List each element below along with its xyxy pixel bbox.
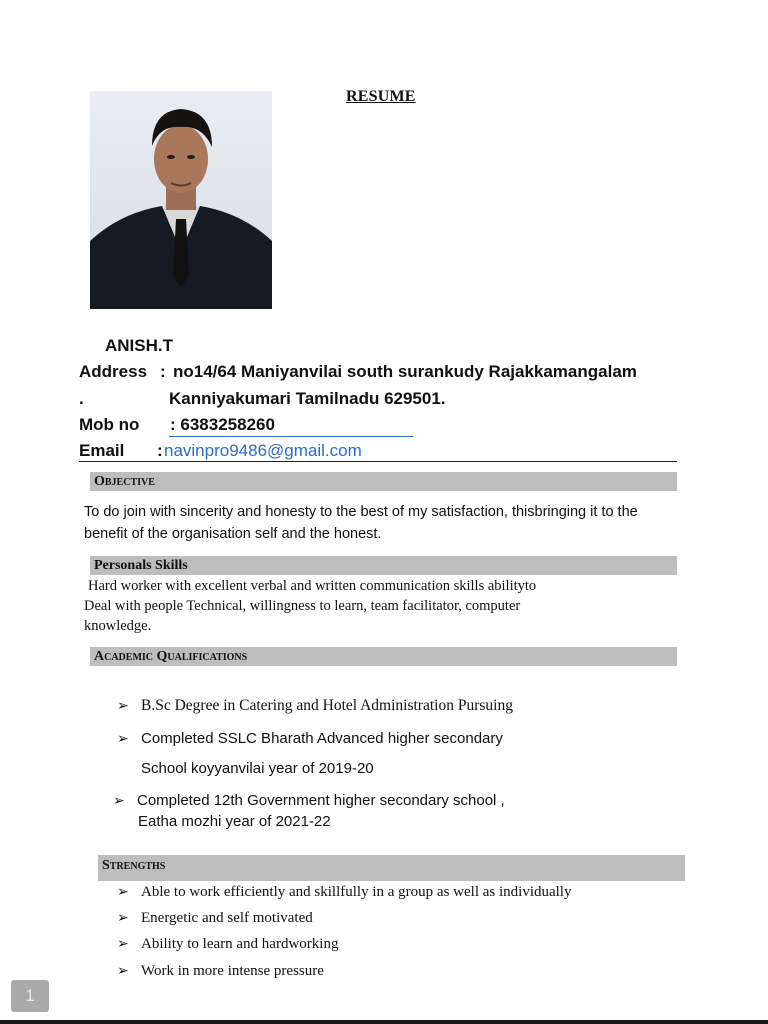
- mobile-underline: [169, 436, 413, 437]
- bullet-arrow-icon: ➢: [117, 884, 129, 900]
- academic-item-2-line-2: School koyyanvilai year of 2019-20: [141, 760, 374, 777]
- academic-item-3-line-2: Eatha mozhi year of 2021-22: [138, 813, 331, 830]
- bullet-arrow-icon: ➢: [117, 731, 129, 747]
- email-label: Email: [79, 441, 125, 460]
- profile-photo: [90, 91, 272, 309]
- page-title: RESUME: [346, 88, 416, 105]
- person-portrait-icon: [90, 91, 272, 309]
- mobile-value: : 6383258260: [170, 415, 275, 434]
- skills-heading: Personals Skills: [90, 556, 677, 575]
- academic-item-1: ➢ B.Sc Degree in Catering and Hotel Administration Pursuing: [117, 697, 513, 714]
- objective-heading: Objective: [90, 472, 677, 491]
- mobile-label: Mob no: [79, 415, 140, 434]
- academic-heading: Academic Qualifications: [90, 647, 677, 666]
- email-link[interactable]: navinpro9486@gmail.com: [164, 441, 362, 460]
- bullet-arrow-icon: ➢: [117, 963, 129, 979]
- skills-line-1: Hard worker with excellent verbal and written communication skills abilityto: [88, 578, 537, 594]
- page-number-badge[interactable]: 1: [11, 980, 49, 1012]
- bullet-arrow-icon: ➢: [117, 698, 129, 714]
- address-label: Address: [79, 362, 148, 381]
- skills-line-3: knowledge.: [84, 618, 152, 634]
- strength-item-1: ➢ Able to work efficiently and skillfully in a group as well as individually: [117, 884, 572, 900]
- address-separator: :: [160, 362, 166, 381]
- bullet-arrow-icon: ➢: [117, 910, 129, 926]
- strength-item-4: ➢ Work in more intense pressure: [117, 963, 324, 979]
- email-separator: :: [157, 441, 163, 460]
- applicant-name: ANISH.T: [105, 336, 173, 355]
- strength-item-3: ➢ Ability to learn and hardworking: [117, 936, 339, 952]
- strength-item-2: ➢ Energetic and self motivated: [117, 910, 313, 926]
- bullet-arrow-icon: ➢: [117, 936, 129, 952]
- address-line-2: Kanniyakumari Tamilnadu 629501.: [169, 389, 446, 408]
- header-divider: [79, 461, 677, 462]
- address-line-1: no14/64 Maniyanvilai south surankudy Rajakkamangalam: [173, 362, 637, 381]
- skills-line-2: Deal with people Technical, willingness to learn, team facilitator, computer: [84, 598, 521, 614]
- bullet-arrow-icon: ➢: [113, 793, 125, 809]
- strengths-heading: Strengths: [98, 855, 685, 881]
- academic-item-2: ➢ Completed SSLC Bharath Advanced higher secondary: [117, 730, 503, 747]
- objective-text: To do join with sincerity and honesty to the best of my satisfaction, thisbringing it to the benefit of the organisation self and the honest.: [84, 504, 638, 542]
- address-continuation-dot: .: [79, 389, 84, 408]
- page-bottom-border: [0, 1020, 768, 1024]
- academic-item-3: ➢ Completed 12th Government higher secondary school ,: [113, 792, 505, 809]
